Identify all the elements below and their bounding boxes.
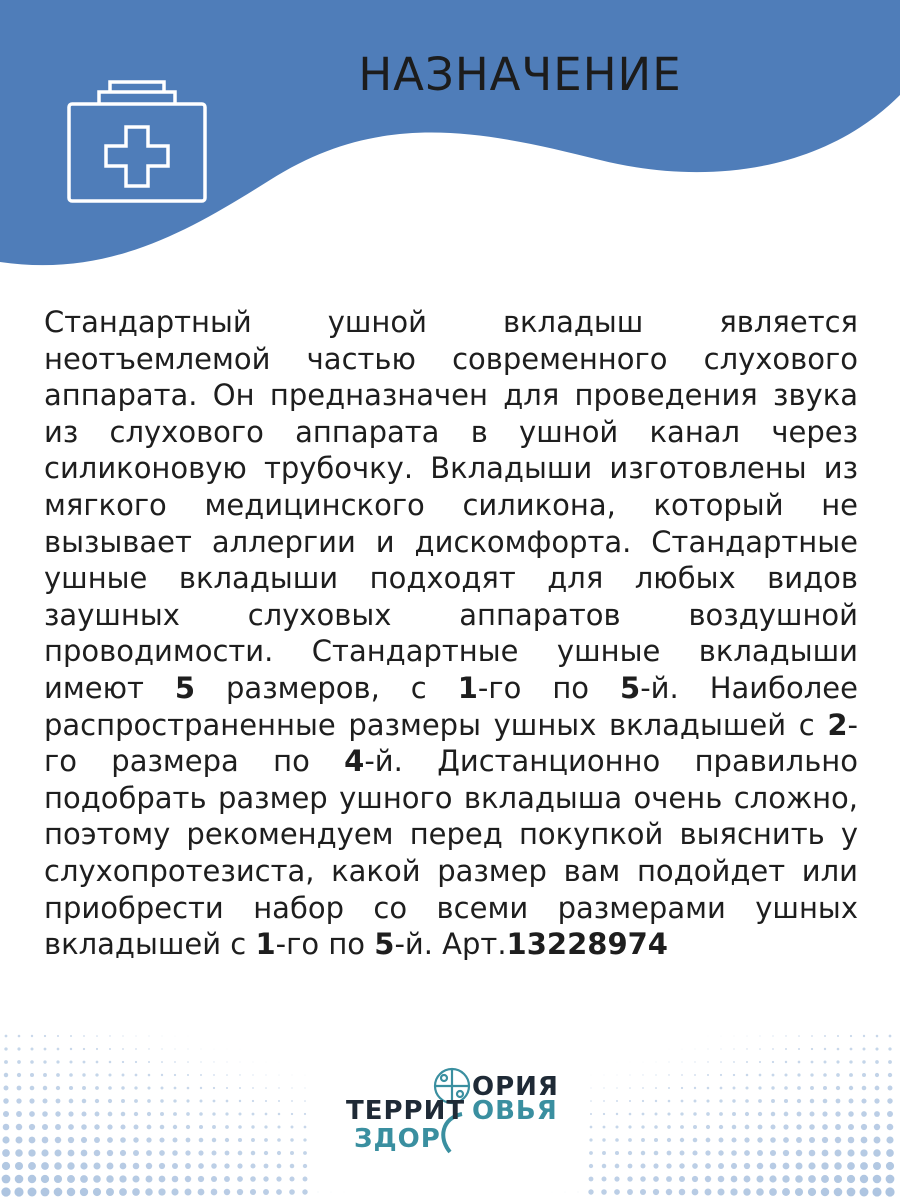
description-number: 1 xyxy=(457,670,478,705)
description-text xyxy=(44,304,858,963)
logo-word-2-end: ОВЬЯ xyxy=(472,1096,558,1126)
description-segment: -го размера по xyxy=(44,707,858,779)
description-number: 1 xyxy=(255,927,276,962)
description-number: 5 xyxy=(174,670,196,705)
description-number: 4 xyxy=(344,744,365,779)
description-segment: -й. Дистанционно правильно подобрать размер ушного вкладыша очень сложно, поэтому рекомендуем перед покупкой выяснить у слухопротезиста, какой размер вам подойдет или приобрести набор со всеми размерами ушных вкладышей с xyxy=(44,744,858,962)
description-segment: размеров, с xyxy=(195,670,458,705)
logo-word-3: ЗДОР xyxy=(354,1124,441,1154)
description-segment: -й. Наиболее распространенные размеры ушных вкладышей с xyxy=(44,670,858,742)
description-number: 5 xyxy=(620,670,641,705)
description-number: 13228974 xyxy=(506,927,668,962)
logo-word-1-end: ОРИЯ xyxy=(472,1072,559,1102)
brand-logo xyxy=(340,1066,560,1166)
description-segment: Стандартный ушной вкладыш является неотъемлемой частью современного слухового аппарата. Он предназначен для проведения звука из слухового аппарата в ушной канал через силиконовую трубочку. Вкладыши изготовлены из мягкого медицинского силикона, который не вызывает аллергии и дискомфорта. Стандартные ушные вкладыши подходят для любых видов заушных слуховых аппаратов воздушной проводимости. Стандартные ушные вкладыши имеют xyxy=(44,305,858,705)
first-aid-kit-icon xyxy=(66,80,208,204)
description-segment: -го по xyxy=(275,927,375,962)
description-number: 5 xyxy=(374,927,395,962)
description-number: 2 xyxy=(827,707,848,742)
logo-word-1: ТЕРРИТ xyxy=(346,1096,466,1126)
description-segment: -го по xyxy=(477,670,621,705)
description-segment: -й. Арт. xyxy=(394,927,507,962)
page-title: НАЗНАЧЕНИЕ xyxy=(358,48,682,101)
